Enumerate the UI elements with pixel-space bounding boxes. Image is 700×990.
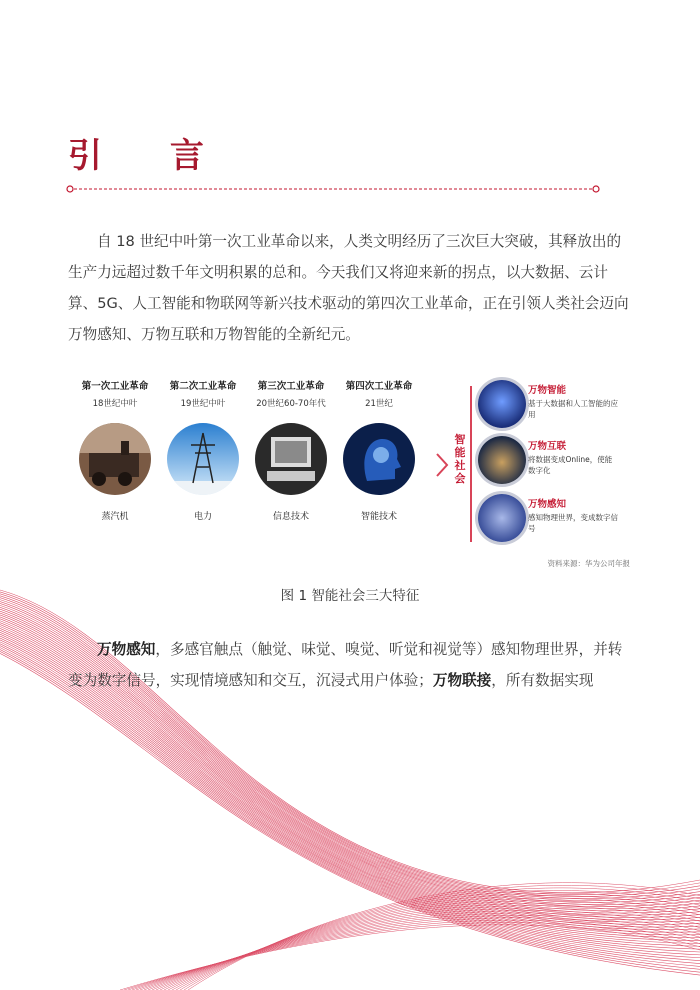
era-time: 19世纪中叶 bbox=[180, 399, 226, 409]
feature-desc: 感知物理世界，变成数字信号 bbox=[528, 513, 618, 533]
computer-icon bbox=[255, 423, 327, 495]
smart-society-label: 智能社会 bbox=[454, 433, 466, 485]
bold-term: 万物感知 bbox=[97, 641, 156, 658]
feature-title: 万物感知 bbox=[528, 499, 567, 510]
feature-title: 万物互联 bbox=[528, 441, 567, 452]
touch-hand-icon bbox=[478, 494, 526, 542]
earth-network-icon bbox=[478, 436, 526, 484]
era-label: 智能技术 bbox=[360, 512, 397, 522]
era-fourth bbox=[334, 380, 424, 522]
intro-paragraph: 自 18 世纪中叶第一次工业革命以来，人类文明经历了三次巨大突破，其释放出的生产力远超过数千年文明积累的总和。今天我们又将迎来新的拐点，以大数据、云计算、5G、人工智能和物联网等新兴技术驱动的第四次工业革命，正在引领人类社会迈向万物感知、万物互联和万物智能的全新纪元。 bbox=[68, 233, 629, 343]
body-text: ，多感官触点（触觉、味觉、嗅觉、听觉和视觉等）感知物理世界，并转变为数字信号，实现情境感知和交互，沉浸式用户体验； bbox=[68, 641, 623, 689]
feature-perceive bbox=[478, 494, 628, 544]
bracket bbox=[470, 386, 478, 542]
title-divider bbox=[66, 184, 600, 194]
era-time: 18世纪中叶 bbox=[92, 399, 138, 409]
era-label: 信息技术 bbox=[272, 512, 309, 522]
era-second bbox=[158, 380, 248, 522]
body-text: ，所有数据实现 bbox=[491, 672, 594, 689]
feature-connect bbox=[478, 436, 628, 486]
era-label: 蒸汽机 bbox=[101, 512, 129, 522]
figure-caption: 图 1 智能社会三大特征 bbox=[280, 588, 420, 604]
steam-train-icon bbox=[79, 423, 151, 495]
feature-desc: 基于大数据和人工智能的应用 bbox=[528, 399, 618, 419]
ai-head-icon bbox=[343, 423, 415, 495]
era-name: 第三次工业革命 bbox=[257, 381, 325, 392]
feature-smart bbox=[478, 380, 628, 430]
era-name: 第四次工业革命 bbox=[345, 381, 413, 392]
era-time: 21世纪 bbox=[365, 399, 393, 409]
era-third bbox=[246, 380, 336, 522]
era-label: 电力 bbox=[193, 512, 212, 522]
feature-title: 万物智能 bbox=[528, 385, 567, 396]
era-name: 第一次工业革命 bbox=[81, 381, 149, 392]
power-tower-icon bbox=[167, 423, 239, 495]
feature-desc: 将数据变成Online，使能数字化 bbox=[528, 455, 613, 475]
source-note: 资料来源：华为公司年报 bbox=[547, 559, 630, 568]
era-first bbox=[70, 380, 160, 522]
bold-term: 万物联接 bbox=[432, 672, 492, 689]
era-time: 20世纪60-70年代 bbox=[256, 399, 326, 409]
figure-smart-society bbox=[70, 380, 630, 575]
page-title: 引 言 bbox=[68, 136, 232, 176]
chevron-right-icon bbox=[435, 450, 449, 480]
era-name: 第二次工业革命 bbox=[169, 381, 237, 392]
body-paragraph bbox=[68, 634, 632, 696]
ai-brain-icon bbox=[478, 380, 526, 428]
